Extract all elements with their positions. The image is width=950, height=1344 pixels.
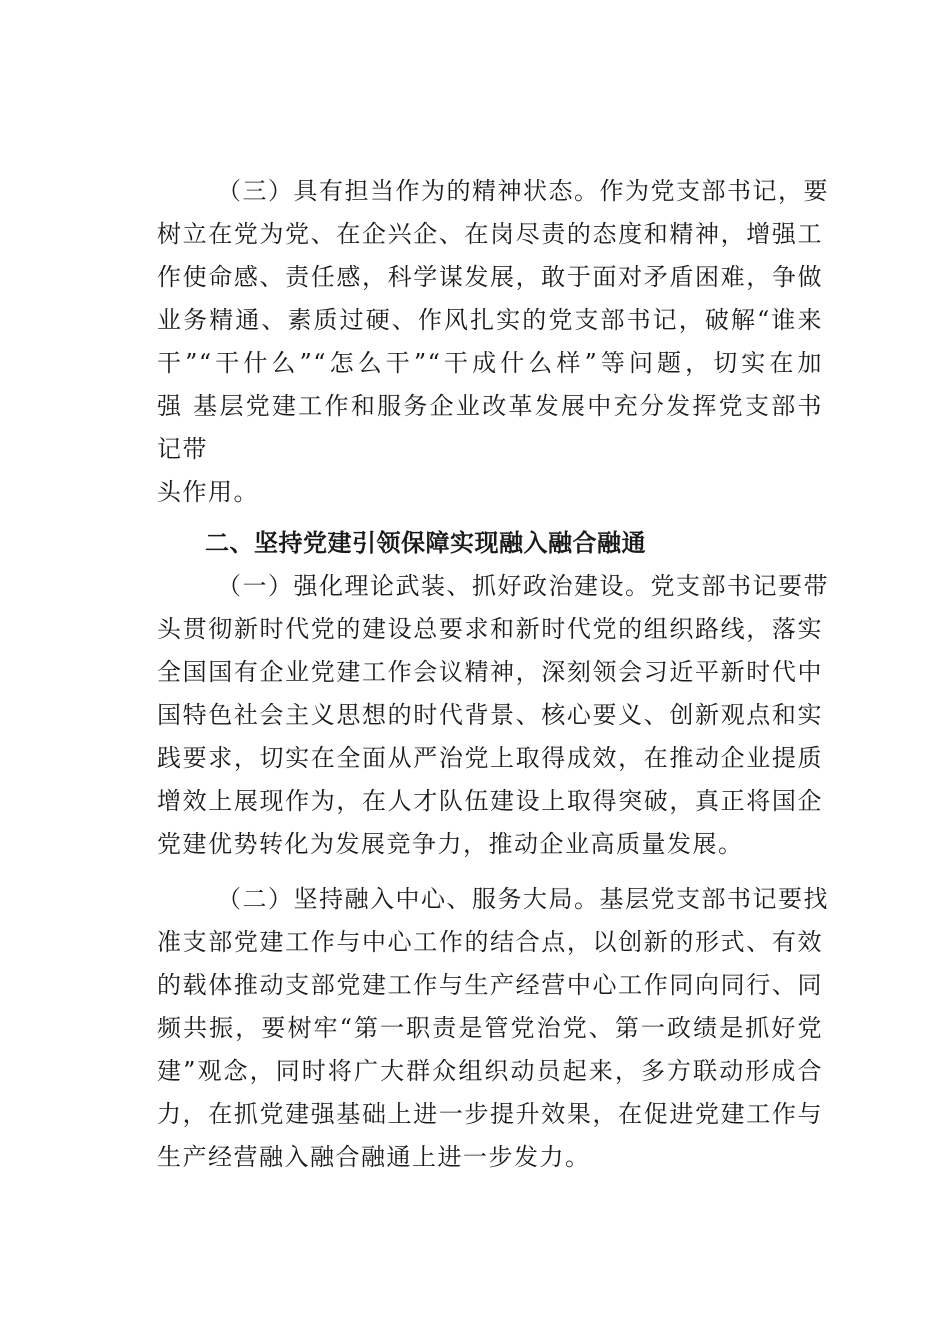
text-line: 业务精通、素质过硬、作风扎实的党支部书记，破解“谁来: [157, 306, 823, 334]
text-line: 建”观念，同时将广大群众组织动员起来，多方联动形成合: [157, 1057, 823, 1085]
document-body: [157, 170, 829, 1179]
section-heading: 二、坚持党建引领保障实现融入融合融通: [205, 529, 646, 557]
text-line: 准支部党建工作与中心工作的结合点，以创新的形式、有效: [157, 928, 823, 956]
text-line: 记带: [157, 435, 208, 463]
text-line: 的载体推动支部党建工作与生产经营中心工作同向同行、同: [157, 971, 823, 999]
text-line: 树立在党为党、在企兴企、在岗尽责的态度和精神，增强工: [157, 220, 823, 248]
text-line: （三）具有担当作为的精神状态。作为党支部书记，要: [217, 177, 829, 205]
paragraph-theory: [157, 565, 829, 866]
text-line: （二）坚持融入中心、服务大局。基层党支部书记要找: [217, 885, 829, 913]
text-line: 增效上展现作为，在人才队伍建设上取得突破，真正将国企: [157, 787, 823, 815]
paragraph-spacer: [157, 866, 823, 878]
text-line: 头贯彻新时代党的建设总要求和新时代党的组织路线，落实: [157, 615, 823, 643]
text-line: 头作用。: [157, 478, 259, 506]
text-line: 强 基层党建工作和服务企业改革发展中充分发挥党支部书: [157, 392, 823, 420]
text-line: 践要求，切实在全面从严治党上取得成效，在推动企业提质: [157, 744, 823, 772]
text-line: 国特色社会主义思想的时代背景、核心要义、创新观点和实: [157, 701, 823, 729]
text-line: 力，在抓党建强基础上进一步提升效果，在促进党建工作与: [157, 1100, 823, 1128]
text-line: （一）强化理论武装、抓好政治建设。党支部书记要带: [217, 572, 829, 600]
text-line: 全国国有企业党建工作会议精神，深刻领会习近平新时代中: [157, 658, 823, 686]
text-line: 频共振，要树牢“第一职责是管党治党、第一政绩是抓好党: [157, 1014, 823, 1042]
paragraph-responsibility: [157, 170, 829, 514]
text-line: 生产经营融入融合融通上进一步发力。: [157, 1143, 591, 1171]
text-line: 党建优势转化为发展竞争力，推动企业高质量发展。: [157, 830, 744, 858]
text-line: 干”“干什么”“怎么干”“干成什么样”等问题，切实在加: [157, 349, 823, 377]
paragraph-integration: [157, 878, 829, 1179]
text-line: 作使命感、责任感，科学谋发展，敢于面对矛盾困难，争做: [157, 263, 823, 291]
